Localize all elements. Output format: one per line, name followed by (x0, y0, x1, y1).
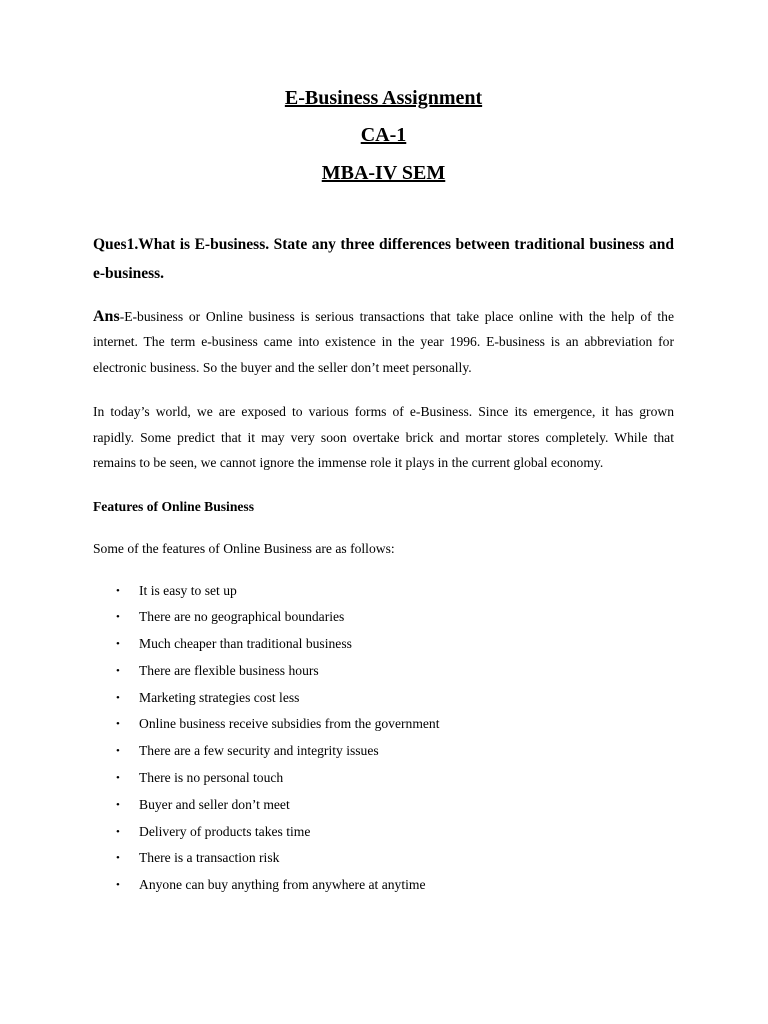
list-item-text: Marketing strategies cost less (139, 689, 300, 705)
bullet-icon: • (116, 611, 120, 624)
bullet-icon: • (116, 691, 120, 704)
bullet-icon: • (116, 879, 120, 892)
list-item (93, 711, 674, 738)
list-item-text: There is a transaction risk (139, 850, 280, 866)
list-item (93, 604, 674, 631)
list-item-text: Online business receive subsidies from the government (139, 716, 440, 732)
answer-text-1: -E-business or Online business is serious transactions that take place online with the help of the internet. The term e-business came into existence in the year 1996. E-business is an abbreviation for electronic business. So the buyer and the seller don’t meet personally. (93, 308, 674, 375)
list-item (93, 819, 674, 846)
list-item (93, 658, 674, 685)
list-item-text: There are no geographical boundaries (139, 609, 345, 625)
bullet-icon: • (116, 584, 120, 597)
features-heading: Features of Online Business (93, 498, 255, 514)
document-subtitle-semester: MBA-IV SEM (321, 162, 446, 184)
answer-paragraph-2: In today’s world, we are exposed to various forms of e-Business. Since its emergence, it has grown rapidly. Some predict that it may very soon overtake brick and mortar stores completely. While that remains to be seen, we cannot ignore the immense role it plays in the current global economy. (93, 404, 674, 470)
question-text: What is E-business. State any three differences between traditional business and e-business. (93, 236, 674, 282)
list-item (93, 765, 674, 792)
list-item-text: Buyer and seller don’t meet (139, 796, 290, 812)
bullet-icon: • (116, 745, 120, 758)
question-paragraph (93, 230, 674, 288)
question-label: Ques1. (93, 236, 139, 253)
list-item-text: Delivery of products takes time (139, 823, 311, 839)
list-item (93, 578, 674, 605)
list-item-text: There is no personal touch (139, 770, 284, 786)
document-subtitle-ca: CA-1 (360, 124, 407, 146)
list-item-text: There are flexible business hours (139, 662, 319, 678)
document-title: E-Business Assignment (284, 87, 483, 109)
list-item-text: There are a few security and integrity issues (139, 743, 379, 759)
list-item (93, 872, 674, 899)
bullet-icon: • (116, 638, 120, 651)
bullet-icon: • (116, 798, 120, 811)
list-item-text: Much cheaper than traditional business (139, 636, 352, 652)
list-item-text: It is easy to set up (139, 582, 237, 598)
bullet-icon: • (116, 664, 120, 677)
answer-paragraph-1 (93, 304, 674, 381)
list-item (93, 792, 674, 819)
list-item (93, 845, 674, 872)
bullet-icon: • (116, 852, 120, 865)
bullet-icon: • (116, 718, 120, 731)
features-intro: Some of the features of Online Business are as follows: (93, 540, 395, 556)
list-item (93, 685, 674, 712)
list-item (93, 738, 674, 765)
bullet-icon: • (116, 825, 120, 838)
bullet-icon: • (116, 772, 120, 785)
list-item (93, 631, 674, 658)
list-item-text: Anyone can buy anything from anywhere at anytime (139, 877, 426, 893)
features-list (93, 578, 674, 900)
answer-label: Ans (93, 307, 120, 325)
